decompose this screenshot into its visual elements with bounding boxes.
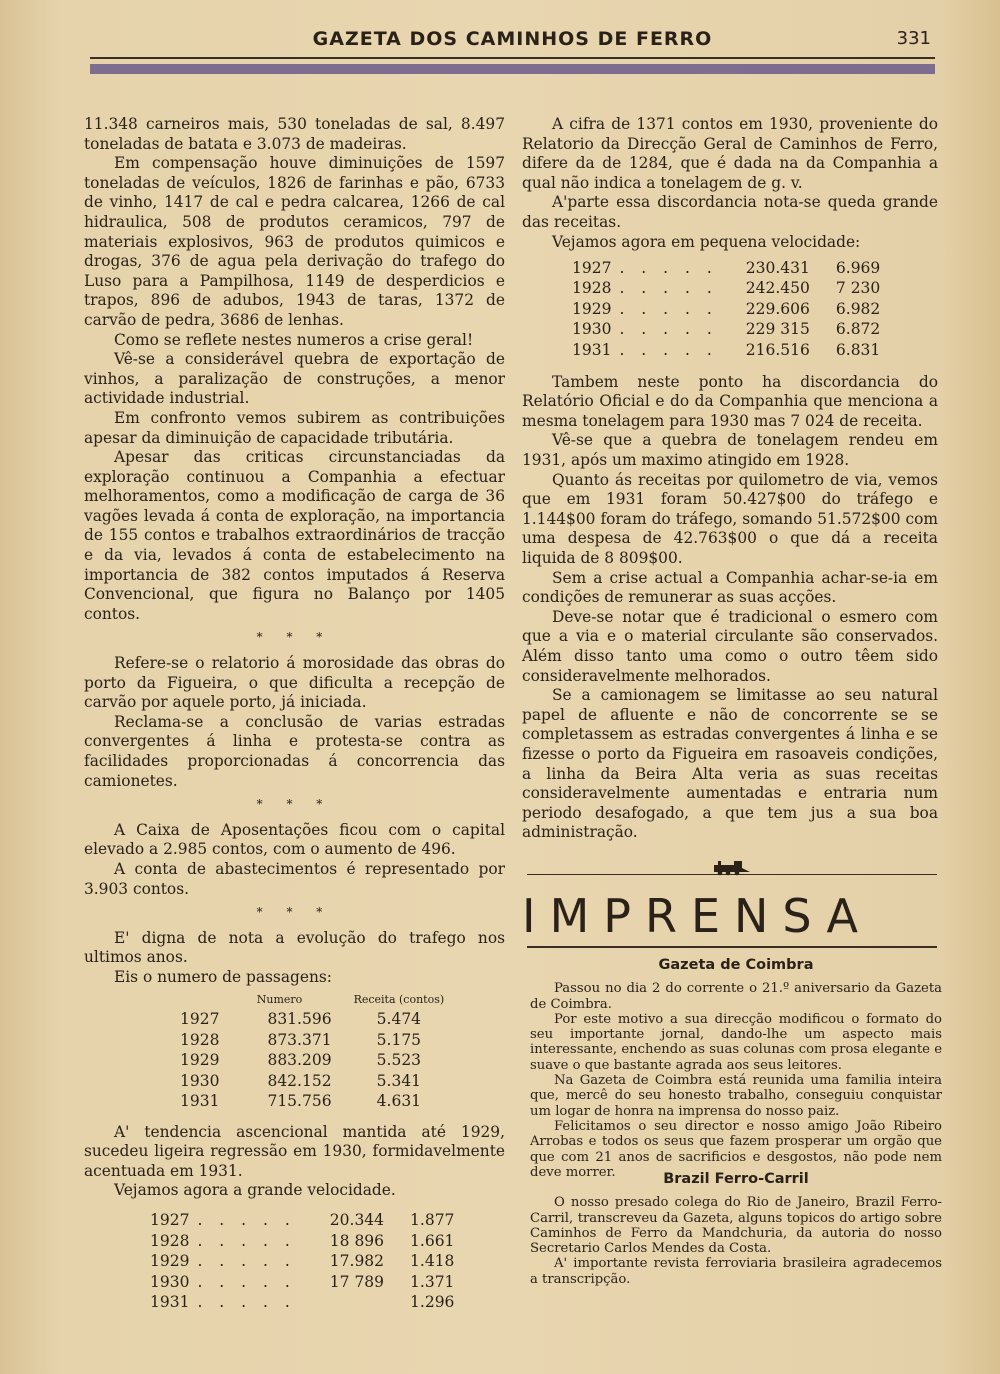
paragraph: A' tendencia ascencional mantida até 1929, sucedeu ligeira regressão em 1930, formidavelmente acentuada em 1931.	[84, 1122, 505, 1180]
table-row	[176, 1031, 448, 1052]
table-row	[176, 1051, 448, 1072]
left-column	[84, 115, 505, 1315]
paragraph: Vê-se que a quebra de tonelagem rendeu em 1931, após um maximo atingido em 1928.	[522, 431, 938, 470]
section-separator: * * *	[256, 630, 333, 645]
value-cell: 842.152	[267, 1071, 332, 1090]
value-cell: 6.969	[835, 258, 881, 277]
section-separator: * * *	[256, 905, 333, 920]
table-row	[568, 320, 884, 341]
year-cell: 1927	[150, 1211, 190, 1230]
value-cell: 5.523	[376, 1051, 422, 1070]
divider-rule	[527, 946, 937, 948]
paragraph: Tambem neste ponto ha discordancia do Relatório Oficial e do da Companhia que menciona a mesma tonelagem para 1930 mas 7 024 de receita.	[522, 372, 938, 430]
value-cell: 18 896	[329, 1231, 385, 1250]
journal-title: GAZETA DOS CAMINHOS DE FERRO	[312, 28, 713, 50]
table-row	[146, 1272, 458, 1293]
paragraph: Reclama-se a conclusão de varias estradas convergentes á linha e protesta-se contra as facilidades proporcionadas á concorrencia das camionetes.	[84, 712, 505, 790]
section-title-imprensa: IMPRENSA	[522, 889, 872, 943]
paragraph: A'parte essa discordancia nota-se queda grande das receitas.	[522, 193, 938, 231]
press-item-gazeta-coimbra	[530, 958, 942, 1180]
paragraph: A cifra de 1371 contos em 1930, proveniente do Relatorio da Direcção Geral de Caminhos de Ferro, difere da de 1284, que é dada na da Companhia a qual não indica a tonelagem de g. v.	[522, 115, 938, 192]
press-item-brazil-ferro-carril	[530, 1172, 942, 1287]
leader-dots: . . . . .	[197, 1252, 296, 1271]
year-cell: 1929	[572, 299, 612, 318]
table-row	[176, 1092, 448, 1113]
year-cell: 1930	[180, 1071, 220, 1090]
right-column	[522, 115, 938, 843]
value-cell: 5.474	[376, 1010, 422, 1029]
leader-dots: . . . . .	[197, 1272, 296, 1291]
leader-dots: . . . . .	[619, 258, 718, 277]
leader-dots: . . . . .	[619, 279, 718, 298]
value-cell: 6.872	[835, 320, 881, 339]
paragraph: Vejamos agora a grande velocidade.	[114, 1181, 396, 1200]
year-cell: 1930	[150, 1272, 190, 1291]
column-header: Receita (contos)	[353, 992, 445, 1006]
value-cell: 20.344	[329, 1211, 385, 1230]
value-cell: 6.831	[835, 340, 881, 359]
year-cell: 1927	[572, 258, 612, 277]
paragraph: Em confronto vemos subirem as contribuições apesar da diminuição de capacidade tributária.	[84, 408, 505, 447]
table-row	[176, 1010, 448, 1031]
header-rule	[90, 57, 935, 59]
leader-dots: . . . . .	[619, 299, 718, 318]
value-cell: 1.661	[410, 1231, 455, 1250]
column-header: Numero	[256, 992, 303, 1006]
passengers-table	[176, 990, 448, 1113]
table-row	[568, 258, 884, 279]
header-band	[90, 64, 935, 74]
year-cell: 1928	[572, 279, 612, 298]
paragraph: O nosso presado colega do Rio de Janeiro, Brazil Ferro-Carril, transcreveu da Gazeta, alguns topicos do artigo sobre Caminhos de Ferro da Mandchuria, da autoria do nosso Secretario Carlos Mendes da Costa.	[530, 1195, 942, 1257]
year-cell: 1929	[180, 1051, 220, 1070]
leader-dots: . . . . .	[619, 320, 718, 339]
year-cell: 1931	[180, 1092, 220, 1111]
value-cell: 831.596	[267, 1010, 332, 1029]
paragraph: Quanto ás receitas por quilometro de via, vemos que em 1931 foram 50.427$00 do tráfego e 1.144$00 foram do tráfego, somando 51.572$00 com uma despesa de 42.763$00 o que dá a receita liquida de 8 809$00.	[522, 470, 938, 567]
grande-velocidade-table	[146, 1211, 458, 1314]
paragraph: Vê-se a considerável quebra de exportação de vinhos, a paralização de construções, a menor actividade industrial.	[84, 350, 505, 408]
value-cell: 5.341	[376, 1071, 422, 1090]
value-cell: 229 315	[745, 320, 810, 339]
value-cell: 242.450	[745, 279, 810, 298]
table-row	[568, 340, 884, 361]
value-cell: 1.371	[410, 1272, 455, 1291]
year-cell: 1930	[572, 320, 612, 339]
value-cell: 6.982	[835, 299, 881, 318]
year-cell: 1928	[180, 1030, 220, 1049]
paragraph: Passou no dia 2 do corrente o 21.º aniversario da Gazeta de Coimbra.	[530, 981, 942, 1012]
value-cell: 230.431	[745, 258, 810, 277]
year-cell: 1931	[572, 340, 612, 359]
value-cell: 216.516	[745, 340, 810, 359]
table-row	[146, 1211, 458, 1232]
paragraph: A Caixa de Aposentações ficou com o capital elevado a 2.985 contos, com o aumento de 496.	[84, 820, 505, 859]
page-number: 331	[896, 28, 931, 49]
value-cell	[300, 1293, 388, 1314]
year-cell: 1927	[180, 1010, 220, 1029]
leader-dots: . . . . .	[197, 1231, 296, 1250]
paragraph: A' importante revista ferroviaria brasileira agradecemos a transcripção.	[530, 1256, 942, 1287]
year-cell: 1928	[150, 1231, 190, 1250]
value-cell: 873.371	[267, 1030, 332, 1049]
paragraph: E' digna de nota a evolução do trafego nos ultimos anos.	[84, 928, 505, 967]
year-cell: 1929	[150, 1252, 190, 1271]
paragraph: Em compensação houve diminuições de 1597 toneladas de veículos, 1826 de farinhas e pão, 6733 de vinho, 1417 de cal e pedra calcarea, 1266 de cal hidraulica, 508 de produtos ceramicos, 797 de materiais explosivos, 963 de produtos quimicos e drogas, 376 de agua pela derivação do trafego do Luso para a Pampilhosa, 1149 de desperdicios e trapos, 896 de adubos, 1943 de taras, 1372 de carvão de pedra, 3686 de lenhas.	[84, 154, 505, 329]
paragraph: Como se reflete nestes numeros a crise geral!	[114, 330, 474, 349]
value-cell: 715.756	[267, 1092, 332, 1111]
paragraph: Por este motivo a sua direcção modificou o formato do seu importante jornal, dando-lhe um aspecto mais interessante, enchendo as suas colunas com prosa elegante e suave o que bastante agrada aos seus leitores.	[530, 1011, 942, 1073]
pequena-velocidade-table	[568, 258, 884, 361]
press-heading: Gazeta de Coimbra	[658, 957, 814, 973]
leader-dots: . . . . .	[619, 340, 718, 359]
value-cell: 4.631	[376, 1092, 422, 1111]
paragraph: A conta de abastecimentos é representado por 3.903 contos.	[84, 859, 505, 898]
paragraph: Refere-se o relatorio á morosidade das obras do porto da Figueira, o que dificulta a recepção de carvão por aquele porto, já iniciada.	[84, 654, 505, 712]
value-cell: 17 789	[329, 1272, 385, 1291]
value-cell: 5.175	[376, 1030, 422, 1049]
value-cell: 17.982	[329, 1252, 385, 1271]
paragraph: Se a camionagem se limitasse ao seu natural papel de afluente e não de concorrente se se completassem as estradas convergentes á linha e se fizesse o porto da Figueira em rasoaveis condições, a linha da Beira Alta veria as suas receitas consideravelmente aumentadas e entraria num periodo desafogado, a que tem jus a sua boa administração.	[522, 686, 938, 842]
paragraph: 11.348 carneiros mais, 530 toneladas de sal, 8.497 toneladas de batata e 3.073 de madeiras.	[84, 115, 505, 153]
value-cell: 1.418	[410, 1252, 455, 1271]
paragraph: Eis o numero de passagens:	[114, 967, 332, 986]
section-separator: * * *	[256, 797, 333, 812]
header	[90, 28, 935, 56]
paragraph: Sem a crise actual a Companhia achar-se-ia em condições de remunerar as suas acções.	[522, 568, 938, 607]
locomotive-icon	[712, 860, 752, 876]
value-cell: 883.209	[267, 1051, 332, 1070]
paragraph: Vejamos agora em pequena velocidade:	[552, 232, 861, 251]
table-row	[568, 279, 884, 300]
table-row	[146, 1231, 458, 1252]
leader-dots: . . . . .	[197, 1211, 296, 1230]
table-row	[146, 1293, 458, 1314]
paragraph: Deve-se notar que é tradicional o esmero com que a via e o material circulante são conservados. Além disso tanto uma como o outro têem sido consideravelmente melhorados.	[522, 607, 938, 685]
value-cell: 229.606	[745, 299, 810, 318]
table-row	[176, 1072, 448, 1093]
press-heading: Brazil Ferro-Carril	[663, 1171, 809, 1187]
paragraph: Felicitamos o seu director e nosso amigo João Ribeiro Arrobas e todos os seus que fazem prosperar um orgão que que com 21 anos de sacrificios e desgostos, não pode nem deve morrer.	[530, 1118, 942, 1180]
year-cell: 1931	[150, 1293, 190, 1312]
value-cell: 7 230	[835, 279, 881, 298]
value-cell: 1.877	[410, 1211, 455, 1230]
paragraph: Apesar das criticas circunstanciadas da exploração continuou a Companhia a efectuar melhoramentos, como a modificação de carga de 36 vagões levada á conta de exploração, na importancia de 155 contos e trabalhos extraordinários de tracção e da via, levados á conta de estabelecimento na importancia de 382 contos imputados á Reserva Convencional, que figura no Balanço por 1405 contos.	[84, 448, 505, 623]
table-row	[568, 299, 884, 320]
table-row	[146, 1252, 458, 1273]
paragraph: Na Gazeta de Coimbra está reunida uma familia inteira que, mercê do seu honesto trabalho, conseguiu conquistar um logar de honra na imprensa do nosso paiz.	[530, 1073, 942, 1119]
value-cell: 1.296	[410, 1293, 455, 1312]
leader-dots: . . . . .	[197, 1293, 296, 1312]
